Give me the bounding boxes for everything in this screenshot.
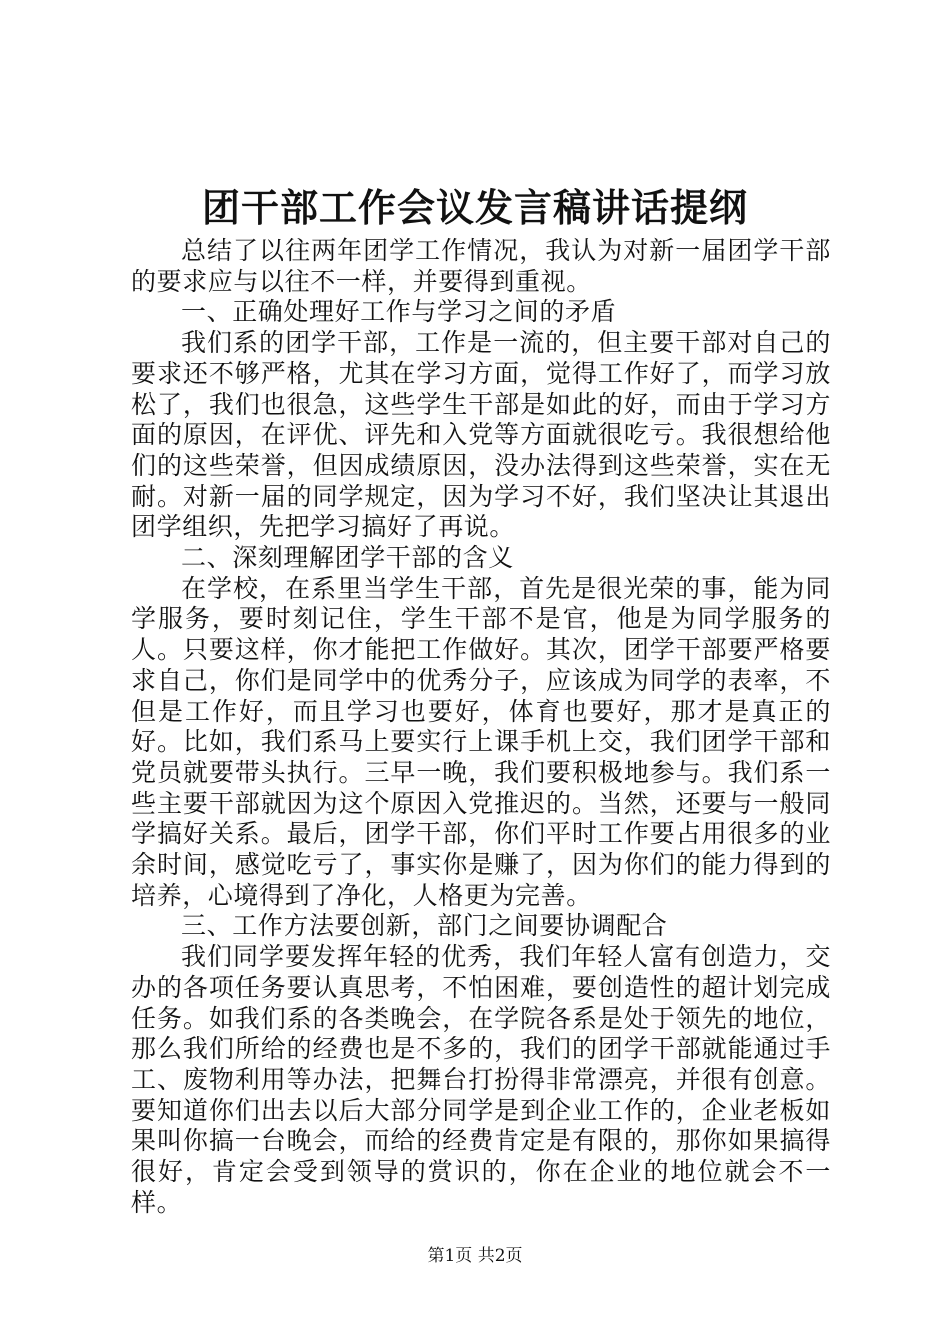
section-2-paragraph: 在学校，在系里当学生干部，首先是很光荣的事，能为同学服务，要时刻记住，学生干部不是官，他是为同学服务的人。只要这样，你才能把工作做好。其次，团学干部要严格要求自己，你们是同学中的优秀分子，应该成为同学的表率，不但是工作好，而且学习也要好，体育也要好，那才是真正的好。比如，我们系马上要实行上课手机上交，我们团学干部和党员就要带头执行。三早一晚，我们要积极地参与。我们系一些主要干部就因为这个原因入党推迟的。当然，还要与一般同学搞好关系。最后，团学干部，你们平时工作要占用很多的业余时间，感觉吃亏了，事实你是赚了，因为你们的能力得到的培养，心境得到了净化，人格更为完善。 xyxy=(131,573,831,910)
section-heading-3: 三、工作方法要创新，部门之间要协调配合 xyxy=(181,911,668,941)
page-number-footer: 第1页 共2页 xyxy=(427,1246,523,1266)
intro-paragraph: 总结了以往两年团学工作情况，我认为对新一届团学干部的要求应与以往不一样，并要得到重视。 xyxy=(131,236,831,296)
document-title: 团干部工作会议发言稿讲话提纲 xyxy=(201,185,748,230)
document-body xyxy=(131,236,831,1219)
section-heading-1: 一、正确处理好工作与学习之间的矛盾 xyxy=(181,297,617,327)
section-heading-2: 二、深刻理解团学干部的含义 xyxy=(181,543,514,573)
section-1-paragraph: 我们系的团学干部，工作是一流的，但主要干部对自己的要求还不够严格，尤其在学习方面，觉得工作好了，而学习放松了，我们也很急，这些学生干部是如此的好，而由于学习方面的原因，在评优、评先和入党等方面就很吃亏。我很想给他们的这些荣誉，但因成绩原因，没办法得到这些荣誉，实在无耐。对新一届的同学规定，因为学习不好，我们坚决让其退出团学组织，先把学习搞好了再说。 xyxy=(131,328,831,542)
section-3-paragraph: 我们同学要发挥年轻的优秀，我们年轻人富有创造力，交办的各项任务要认真思考，不怕困难，要创造性的超计划完成任务。如我们系的各类晚会，在学院各系是处于领先的地位，那么我们所给的经费也是不多的，我们的团学干部就能通过手工、废物利用等办法，把舞台打扮得非常漂亮，并很有创意。要知道你们出去以后大部分同学是到企业工作的，企业老板如果叫你搞一台晚会，而给的经费肯定是有限的，那你如果搞得很好，肯定会受到领导的赏识的，你在企业的地位就会不一样。 xyxy=(131,942,831,1217)
